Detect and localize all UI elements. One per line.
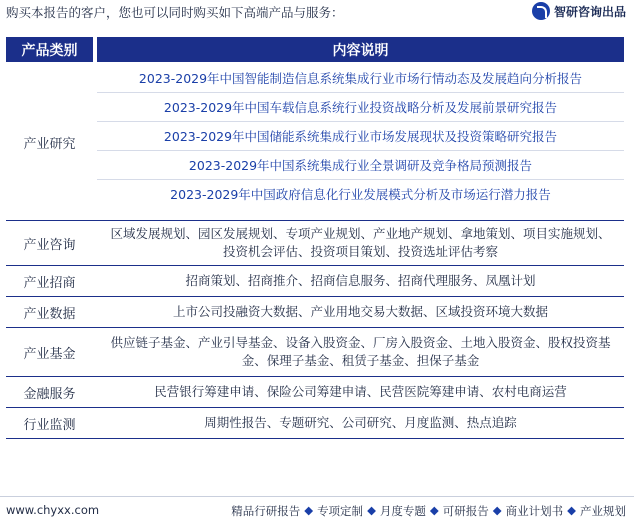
table-row: [6, 297, 624, 328]
row-label: 产业研究: [6, 64, 93, 220]
service-item[interactable]: 产业规划: [580, 504, 626, 518]
table-row: [6, 377, 624, 408]
service-item[interactable]: 月度专题: [379, 504, 426, 518]
brand: [532, 2, 626, 20]
service-list: [231, 503, 626, 519]
row-label: 产业基金: [6, 328, 93, 376]
row-label: 产业咨询: [6, 221, 93, 265]
report-link[interactable]: 2023-2029年中国智能制造信息系统集成行业市场行情动态及发展趋向分析报告: [97, 64, 624, 93]
row-content: 民营银行筹建申请、保险公司筹建申请、民营医院筹建申请、农村电商运营: [97, 377, 624, 407]
brand-logo-icon: [532, 2, 550, 20]
table-row: [6, 408, 624, 439]
row-label: 产业数据: [6, 297, 93, 327]
row-label: 行业监测: [6, 408, 93, 438]
service-item[interactable]: 专项定制: [317, 504, 364, 518]
row-content: 区域发展规划、园区发展规划、专项产业规划、产业地产规划、拿地策划、项目实施规划、投资机会评估、投资项目策划、投资选址评估考察: [97, 221, 624, 265]
row-content: 供应链子基金、产业引导基金、设备入股资金、厂房入股资金、土地入股资金、股权投资基金、保理子基金、租赁子基金、担保子基金: [97, 328, 624, 376]
service-item[interactable]: 商业计划书: [505, 504, 564, 518]
row-label: 金融服务: [6, 377, 93, 407]
separator-icon: ◆: [429, 503, 439, 517]
table-row: [6, 64, 624, 221]
row-label: 产业招商: [6, 266, 93, 296]
product-table: [6, 37, 624, 439]
separator-icon: ◆: [492, 503, 502, 517]
row-content: 招商策划、招商推介、招商信息服务、招商代理服务、凤凰计划: [97, 266, 624, 296]
report-link[interactable]: 2023-2029年中国系统集成行业全景调研及竞争格局预测报告: [97, 151, 624, 180]
header-category: 产品类别: [6, 37, 93, 62]
table-row: [6, 221, 624, 266]
intro-text: 购买本报告的客户，您也可以同时购买如下高端产品与服务：: [6, 5, 344, 20]
report-link[interactable]: 2023-2029年中国储能系统集成行业市场发展现状及投资策略研究报告: [97, 122, 624, 151]
service-item[interactable]: 可研报告: [442, 504, 489, 518]
row-content: 上市公司投融资大数据、产业用地交易大数据、区域投资环境大数据: [97, 297, 624, 327]
top-bar: [0, 0, 634, 24]
report-link[interactable]: 2023-2029年中国车载信息系统行业投资战略分析及发展前景研究报告: [97, 93, 624, 122]
site-url[interactable]: www.chyxx.com: [6, 503, 100, 517]
header-content: 内容说明: [97, 37, 624, 62]
report-link[interactable]: 2023-2029年中国政府信息化行业发展模式分析及市场运行潜力报告: [97, 180, 624, 208]
brand-name: 智研咨询出品: [553, 4, 626, 19]
row-content: 周期性报告、专题研究、公司研究、月度监测、热点追踪: [97, 408, 624, 438]
separator-icon: ◆: [367, 503, 376, 517]
table-header: [6, 37, 624, 62]
table-row: [6, 328, 624, 377]
separator-icon: ◆: [304, 503, 314, 517]
footer: [0, 499, 634, 521]
service-item[interactable]: 精品行研报告: [231, 504, 301, 518]
report-list: [97, 64, 624, 220]
table-row: [6, 266, 624, 297]
footer-divider: [0, 496, 634, 497]
separator-icon: ◆: [567, 503, 576, 517]
